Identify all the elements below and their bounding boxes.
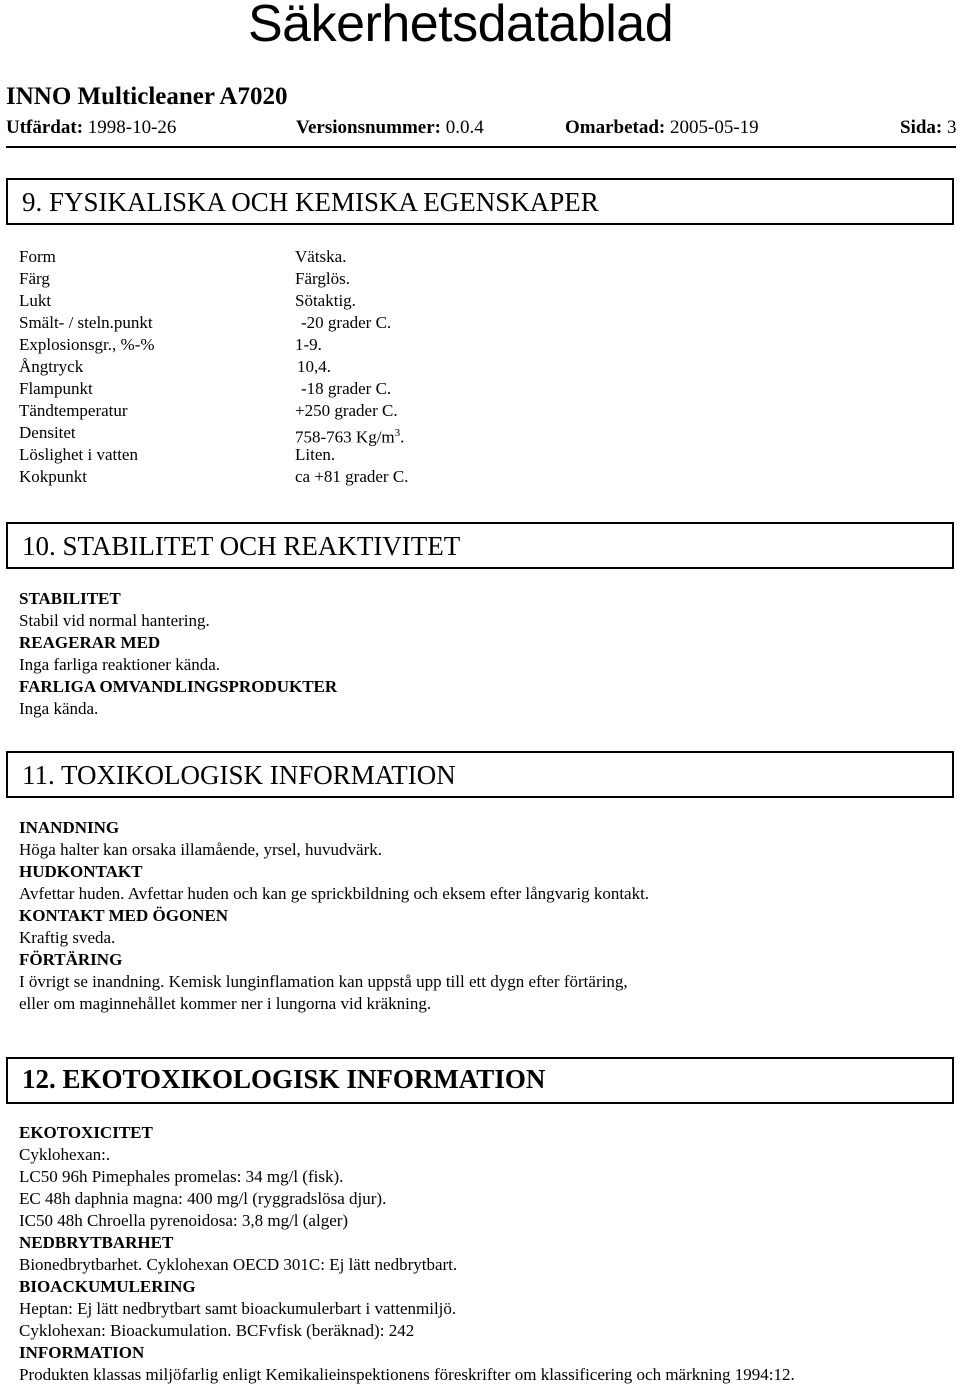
property-value (297, 356, 331, 378)
property-value (295, 246, 346, 268)
subsection-heading: KONTAKT MED ÖGONEN (19, 906, 229, 925)
revised-date (565, 116, 759, 140)
property-label: Densitet (19, 423, 76, 442)
body-text-line: Kraftig sveda. (19, 928, 116, 947)
body-text-line: eller om maginnehållet kommer ner i lungorna vid kräkning. (19, 994, 432, 1013)
property-value (295, 334, 322, 356)
property-value (301, 312, 391, 334)
section-11-body (19, 817, 649, 1015)
property-value (295, 268, 350, 290)
version-label: Versionsnummer: (296, 117, 441, 138)
body-text-line: Höga halter kan orsaka illamående, yrsel, huvudvärk. (19, 840, 383, 859)
section-12-header (6, 1057, 954, 1104)
subsection-heading: REAGERAR MED (19, 633, 161, 652)
property-label: Explosionsgr., %-% (19, 335, 155, 354)
property-value-suffix: . (400, 427, 405, 447)
body-text-line: Inga farliga reaktioner kända. (19, 655, 221, 674)
subsection-heading: FÖRTÄRING (19, 950, 123, 969)
subsection-heading: INANDNING (19, 818, 120, 837)
property-value-superscript: 3 (394, 427, 401, 439)
page-number (900, 116, 957, 140)
property-value-text: -18 grader C. (301, 379, 392, 398)
property-label: Tändtemperatur (19, 401, 128, 420)
body-text-line: Avfettar huden. Avfettar huden och kan ge sprickbildning och eksem efter långvarig kontakt. (19, 884, 650, 903)
body-text-line: Stabil vid normal hantering. (19, 611, 210, 630)
property-value-text: Vätska. (295, 247, 347, 266)
property-value (295, 400, 398, 422)
property-label: Färg (19, 269, 50, 288)
body-text-line: EC 48h daphnia magna: 400 mg/l (ryggradslösa djur). (19, 1189, 387, 1208)
section-11-title: 11. TOXIKOLOGISK INFORMATION (22, 760, 456, 790)
property-label: Form (19, 247, 56, 266)
body-text-line: Produkten klassas miljöfarlig enligt Kemikalieinspektionens föreskrifter om klassificering och märkning 1994:12. (19, 1365, 795, 1384)
section-10-title: 10. STABILITET OCH REAKTIVITET (22, 531, 461, 561)
property-value (295, 290, 356, 312)
property-value (295, 466, 408, 488)
property-label: Ångtryck (19, 357, 84, 376)
subsection-heading: FARLIGA OMVANDLINGSPRODUKTER (19, 677, 338, 696)
section-12-title: 12. EKOTOXIKOLOGISK INFORMATION (22, 1064, 546, 1094)
issued-date (6, 116, 176, 140)
property-label: Lukt (19, 291, 52, 310)
version-number (296, 116, 484, 140)
property-value-text: 10,4. (297, 357, 331, 376)
subsection-heading: HUDKONTAKT (19, 862, 143, 881)
property-label: Löslighet i vatten (19, 445, 138, 464)
subsection-heading: BIOACKUMULERING (19, 1277, 196, 1296)
section-9-title: 9. FYSIKALISKA OCH KEMISKA EGENSKAPER (22, 187, 599, 217)
property-value-text: Sötaktig. (295, 291, 356, 310)
subsection-heading: NEDBRYTBARHET (19, 1233, 174, 1252)
product-name: INNO Multicleaner A7020 (6, 83, 288, 110)
document-title: Säkerhetsdatablad (248, 0, 674, 53)
body-text-line: LC50 96h Pimephales promelas: 34 mg/l (fisk). (19, 1167, 344, 1186)
body-text-line: Bionedbrytbarhet. Cyklohexan OECD 301C: Ej lätt nedbrytbart. (19, 1255, 458, 1274)
subsection-heading: EKOTOXICITET (19, 1123, 153, 1142)
body-text-line: Cyklohexan:. (19, 1145, 111, 1164)
property-label: Smält- / steln.punkt (19, 313, 153, 332)
property-value (295, 444, 335, 466)
section-11-header (6, 751, 954, 798)
section-10-body (19, 588, 337, 720)
property-value-text: Liten. (295, 445, 336, 464)
revised-value: 2005-05-19 (670, 117, 759, 138)
issued-label: Utfärdat: (6, 117, 84, 138)
property-value-text: 1-9. (295, 335, 322, 354)
body-text-line: Cyklohexan: Bioackumulation. BCFvfisk (beräknad): 242 (19, 1321, 415, 1340)
property-value-text: ca +81 grader C. (295, 467, 409, 486)
page-label: Sida: (900, 117, 943, 138)
property-value-text: +250 grader C. (295, 401, 398, 420)
body-text-line: Inga kända. (19, 699, 99, 718)
subsection-heading: STABILITET (19, 589, 121, 608)
property-value-text: Färglös. (295, 269, 350, 288)
subsection-heading: INFORMATION (19, 1343, 145, 1362)
version-value: 0.0.4 (445, 117, 484, 138)
body-text-line: Heptan: Ej lätt nedbrytbart samt bioackumulerbart i vattenmiljö. (19, 1299, 457, 1318)
section-10-header (6, 522, 954, 569)
header-divider (6, 146, 956, 148)
property-value-text: 758-763 Kg/m (295, 427, 395, 447)
body-text-line: I övrigt se inandning. Kemisk lunginflamation kan uppstå upp till ett dygn efter förtäring, (19, 972, 628, 991)
section-12-body (19, 1122, 795, 1386)
issued-value: 1998-10-26 (87, 117, 177, 138)
property-value-text: -20 grader C. (301, 313, 392, 332)
property-label: Kokpunkt (19, 467, 87, 486)
property-value (301, 378, 391, 400)
section-9-header (6, 178, 954, 225)
page-value: 3 (947, 117, 957, 138)
revised-label: Omarbetad: (565, 117, 666, 138)
body-text-line: IC50 48h Chroella pyrenoidosa: 3,8 mg/l (alger) (19, 1211, 349, 1230)
property-label: Flampunkt (19, 379, 93, 398)
